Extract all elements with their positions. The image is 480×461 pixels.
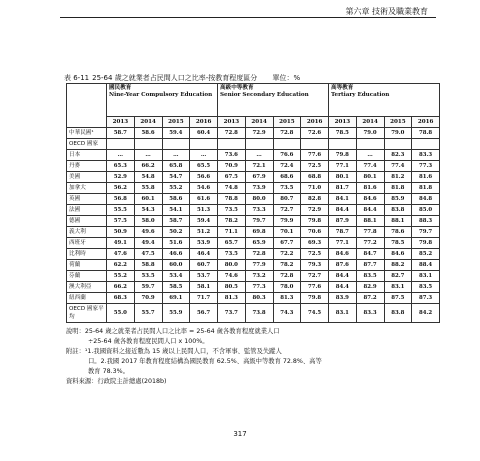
value-cell: 77.3 [412,161,440,172]
value-cell: 84.8 [412,194,440,205]
country-cell: 義大利 [67,227,107,238]
table-row [67,282,440,293]
value-cell: 73.8 [245,304,273,323]
value-cell: 73.5 [273,183,301,194]
value-cell: 65.7 [218,238,246,249]
value-cell: 56.7 [190,304,218,323]
value-cell: 60.0 [162,260,190,271]
table-row [67,205,440,216]
value-cell: 56.8 [107,194,135,205]
value-cell: 78.2 [218,216,246,227]
value-cell: 84.4 [329,205,357,216]
country-cell: 日本 [67,150,107,161]
year-header-cell: 2015 [384,117,412,128]
value-cell: 60.4 [190,128,218,139]
value-cell: 72.7 [301,271,329,282]
value-cell: 58.6 [134,128,162,139]
table-row [67,304,440,323]
value-cell: 81.8 [412,183,440,194]
value-cell: 82.3 [384,150,412,161]
table-unit: 單位：% [272,74,301,82]
value-cell: 81.3 [218,293,246,304]
value-cell: 80.1 [356,172,384,183]
value-cell: 83.1 [329,304,357,323]
value-cell: 79.8 [301,293,329,304]
value-cell: 58.6 [162,194,190,205]
country-cell: 芬蘭 [67,271,107,282]
value-cell: 84.7 [356,249,384,260]
country-cell: 比利時 [67,249,107,260]
value-cell: 49.1 [107,238,135,249]
value-cell: 72.2 [273,249,301,260]
value-cell [329,139,357,150]
year-header-cell: 2016 [301,117,329,128]
value-cell: 71.7 [190,293,218,304]
value-cell: 54.1 [162,205,190,216]
value-cell: 70.1 [273,227,301,238]
value-cell: 72.8 [273,271,301,282]
value-cell: 65.9 [245,238,273,249]
value-cell: 61.6 [190,194,218,205]
year-header-cell: 2015 [273,117,301,128]
value-cell: 53.4 [162,271,190,282]
value-cell: 72.5 [301,161,329,172]
table-row [67,194,440,205]
value-cell: 80.5 [218,282,246,293]
value-cell: 82.7 [384,271,412,282]
value-cell: 87.9 [329,216,357,227]
value-cell: 79.0 [356,128,384,139]
country-cell: 荷蘭 [67,260,107,271]
note-line: 附註：¹1.我國資料之接近數為 15 歲以上民間人口，不含軍事、監管及失蹤人 [66,348,282,355]
value-cell: 80.7 [273,194,301,205]
country-cell: 法國 [67,205,107,216]
value-cell: 88.1 [384,216,412,227]
value-cell: 79.0 [384,128,412,139]
value-cell: 66.2 [134,161,162,172]
value-cell: 51.6 [162,238,190,249]
value-cell: 60.7 [190,260,218,271]
note-line: ÷25-64 歲各教育程度民間人口 x 100%。 [88,338,209,345]
group-en: Nine-Year Compulsory Education [109,92,213,98]
value-cell: 82.9 [356,282,384,293]
value-cell: 81.3 [273,293,301,304]
value-cell: 79.8 [301,216,329,227]
value-cell: 78.6 [384,227,412,238]
value-cell: 55.8 [134,183,162,194]
note-line: 說明：25-64 歲之就業者占民間人口之比率 = 25-64 歲各教育程度就業人口 [66,328,280,335]
value-cell: 54.6 [190,183,218,194]
value-cell: 72.8 [245,249,273,260]
value-cell: 70.9 [218,161,246,172]
value-cell: 47.5 [134,249,162,260]
value-cell: 74.3 [273,304,301,323]
value-cell: 55.2 [107,271,135,282]
value-cell: 67.9 [245,172,273,183]
value-cell: 77.4 [384,161,412,172]
value-cell: 84.6 [356,194,384,205]
group-zh: 高級中等教育 [220,85,254,91]
value-cell: 73.6 [218,150,246,161]
source-line: 資料來源：行政院主計總處(2018b) [66,378,167,385]
country-header-cell [67,84,107,128]
employment-rate-table [66,83,440,323]
country-cell: OECD 國家 [67,139,107,150]
value-cell: 87.6 [329,260,357,271]
value-cell: … [190,150,218,161]
value-cell: 58.1 [190,282,218,293]
value-cell: 79.8 [329,150,357,161]
value-cell: 67.7 [273,238,301,249]
value-cell [301,139,329,150]
value-cell: 68.8 [301,172,329,183]
value-cell: 58.7 [107,128,135,139]
value-cell: 77.1 [329,161,357,172]
table-row [67,227,440,238]
year-header-cell: 2013 [107,117,135,128]
table-row [67,271,440,282]
year-header-cell: 2015 [162,117,190,128]
table-row [67,172,440,183]
value-cell: 59.7 [134,282,162,293]
value-cell: 85.0 [412,205,440,216]
value-cell: 81.6 [412,172,440,183]
value-cell: 69.3 [301,238,329,249]
group-en: Tertiary Education [331,92,390,98]
value-cell: 55.0 [107,304,135,323]
value-cell: 52.9 [107,172,135,183]
value-cell: 46.4 [190,249,218,260]
value-cell: 78.0 [273,282,301,293]
value-cell: 87.7 [356,260,384,271]
country-cell: 美國 [67,172,107,183]
value-cell: 55.7 [134,304,162,323]
table-notes [66,327,442,387]
value-cell: 87.3 [412,293,440,304]
country-cell: 中華民國¹ [67,128,107,139]
value-cell: 83.3 [356,304,384,323]
value-cell: 53.5 [134,271,162,282]
country-cell: 英國 [67,194,107,205]
value-cell: 87.2 [356,293,384,304]
value-cell: 58.0 [134,216,162,227]
table-caption [64,73,303,83]
value-cell: … [356,150,384,161]
value-cell: 84.6 [384,249,412,260]
value-cell: 77.1 [329,238,357,249]
value-cell: 62.2 [107,260,135,271]
value-cell: 78.7 [329,227,357,238]
value-cell: 81.2 [384,172,412,183]
value-cell [412,139,440,150]
value-cell: 83.1 [412,271,440,282]
value-cell: 84.4 [329,282,357,293]
value-cell: 68.3 [107,293,135,304]
value-cell: … [245,150,273,161]
value-cell: 72.6 [301,128,329,139]
value-cell: 80.0 [218,260,246,271]
country-cell: 加拿大 [67,183,107,194]
value-cell: 58.5 [162,282,190,293]
value-cell: 83.9 [329,293,357,304]
value-cell: 56.6 [190,172,218,183]
value-cell: 78.8 [412,128,440,139]
value-cell: 77.2 [356,238,384,249]
value-cell: 81.8 [384,183,412,194]
year-header-row [67,117,440,128]
value-cell: 56.2 [107,183,135,194]
value-cell: 88.2 [384,260,412,271]
table-row [67,161,440,172]
value-cell: 78.2 [273,260,301,271]
value-cell: 66.2 [107,282,135,293]
value-cell: 74.6 [218,271,246,282]
value-cell: 85.9 [384,194,412,205]
value-cell: 49.6 [134,227,162,238]
value-cell: 60.1 [134,194,162,205]
group-header-tertiary [329,84,440,117]
year-header-cell: 2014 [356,117,384,128]
group-zh: 國民教育 [109,85,132,91]
value-cell [384,139,412,150]
value-cell: 84.4 [329,271,357,282]
year-header-cell: 2014 [245,117,273,128]
group-header-row [67,84,440,117]
table-title: 25-64 歲之就業者占民間人口之比率-按教育程度區分 [92,74,258,82]
table-row [67,139,440,150]
value-cell: 84.6 [329,249,357,260]
value-cell: 77.6 [301,282,329,293]
value-cell: 79.7 [412,227,440,238]
table-row [67,216,440,227]
value-cell: 65.8 [162,161,190,172]
value-cell: 57.5 [107,216,135,227]
value-cell: 50.2 [162,227,190,238]
value-cell: 51.3 [190,205,218,216]
value-cell: 80.0 [245,194,273,205]
value-cell: 78.8 [218,194,246,205]
country-cell: OECD 國家平均 [67,304,107,323]
value-cell: 58.7 [162,216,190,227]
value-cell: 69.8 [245,227,273,238]
value-cell: 84.4 [356,205,384,216]
value-cell: 49.4 [134,238,162,249]
value-cell: 78.5 [384,238,412,249]
value-cell: 70.9 [134,293,162,304]
value-cell: 84.1 [329,194,357,205]
value-cell: 72.1 [245,161,273,172]
value-cell: 79.3 [301,260,329,271]
value-cell: … [134,150,162,161]
group-header-compulsory [107,84,218,117]
value-cell: 76.6 [273,150,301,161]
value-cell: 83.5 [356,271,384,282]
value-cell: 55.5 [107,205,135,216]
value-cell: 73.5 [218,249,246,260]
value-cell: 69.1 [162,293,190,304]
value-cell: 74.5 [301,304,329,323]
value-cell: 77.8 [356,227,384,238]
value-cell [356,139,384,150]
value-cell: 77.4 [356,161,384,172]
value-cell: 87.5 [384,293,412,304]
year-header-cell: 2013 [218,117,246,128]
value-cell: 83.1 [384,282,412,293]
value-cell: 73.7 [218,304,246,323]
value-cell: 84.2 [412,304,440,323]
year-header-cell: 2016 [412,117,440,128]
year-header-cell: 2016 [190,117,218,128]
value-cell [162,139,190,150]
country-cell: 西班牙 [67,238,107,249]
country-cell: 丹麥 [67,161,107,172]
value-cell: 88.1 [356,216,384,227]
table-row [67,183,440,194]
value-cell: 55.9 [162,304,190,323]
value-cell: 72.8 [273,128,301,139]
value-cell: 85.2 [412,249,440,260]
value-cell: 83.8 [384,205,412,216]
value-cell: 71.0 [301,183,329,194]
table-row [67,128,440,139]
note-line: 口。2.我國 2017 年教育程度結構為國民教育 62.5%、高級中等教育 72.8%、高等 [88,358,322,365]
value-cell: 58.8 [134,260,162,271]
value-cell: 79.9 [273,216,301,227]
table-row [67,293,440,304]
value-cell: 79.8 [412,238,440,249]
value-cell: 72.9 [301,205,329,216]
table-number: 表 6-11 [64,74,90,82]
value-cell: 81.7 [329,183,357,194]
value-cell: 88.3 [412,216,440,227]
value-cell: 65.5 [190,161,218,172]
value-cell: 73.9 [245,183,273,194]
value-cell [218,139,246,150]
value-cell: 83.3 [412,150,440,161]
value-cell: 71.1 [218,227,246,238]
value-cell: 46.6 [162,249,190,260]
value-cell [190,139,218,150]
value-cell: 53.9 [190,238,218,249]
value-cell: 68.6 [273,172,301,183]
value-cell: 77.3 [245,282,273,293]
value-cell: 78.5 [329,128,357,139]
value-cell: 79.7 [245,216,273,227]
year-header-cell: 2013 [329,117,357,128]
value-cell [273,139,301,150]
value-cell: 72.4 [273,161,301,172]
value-cell: … [107,150,135,161]
chapter-header: 第六章 技術及職業教育 [345,7,428,16]
value-cell: 80.1 [329,172,357,183]
value-cell: 72.5 [301,249,329,260]
value-cell: 70.6 [301,227,329,238]
table-body [67,128,440,323]
group-zh: 高等教育 [331,85,354,91]
value-cell [245,139,273,150]
value-cell: 73.5 [218,205,246,216]
year-header-cell: 2014 [134,117,162,128]
value-cell: 83.5 [412,282,440,293]
value-cell: 77.9 [245,260,273,271]
value-cell: 80.3 [245,293,273,304]
table-row [67,238,440,249]
value-cell: 67.5 [218,172,246,183]
country-cell: 德國 [67,216,107,227]
value-cell: 59.4 [190,216,218,227]
value-cell: 54.8 [134,172,162,183]
table-row [67,150,440,161]
value-cell: 77.6 [301,150,329,161]
value-cell: 53.7 [190,271,218,282]
value-cell: 47.6 [107,249,135,260]
group-en: Senior Secondary Education [220,92,309,98]
country-cell: 紐西蘭 [67,293,107,304]
table-row [67,260,440,271]
value-cell: 74.8 [218,183,246,194]
value-cell: 51.2 [190,227,218,238]
value-cell: … [162,150,190,161]
value-cell: 54.3 [134,205,162,216]
value-cell: 73.2 [245,271,273,282]
header-rule [60,17,436,18]
value-cell: 59.4 [162,128,190,139]
value-cell: 72.9 [245,128,273,139]
value-cell: 72.8 [218,128,246,139]
note-line: 教育 78.3%。 [88,368,129,375]
value-cell: 72.7 [273,205,301,216]
country-cell: 澳大利亞 [67,282,107,293]
value-cell [134,139,162,150]
value-cell: 55.2 [162,183,190,194]
table-row [67,249,440,260]
value-cell: 82.8 [301,194,329,205]
value-cell: 54.7 [162,172,190,183]
value-cell: 50.9 [107,227,135,238]
value-cell: 88.4 [412,260,440,271]
value-cell: 65.3 [107,161,135,172]
value-cell: 83.8 [384,304,412,323]
group-header-secondary [218,84,329,117]
value-cell [107,139,135,150]
value-cell: 73.3 [245,205,273,216]
page-number: 317 [233,430,247,438]
value-cell: 81.6 [356,183,384,194]
